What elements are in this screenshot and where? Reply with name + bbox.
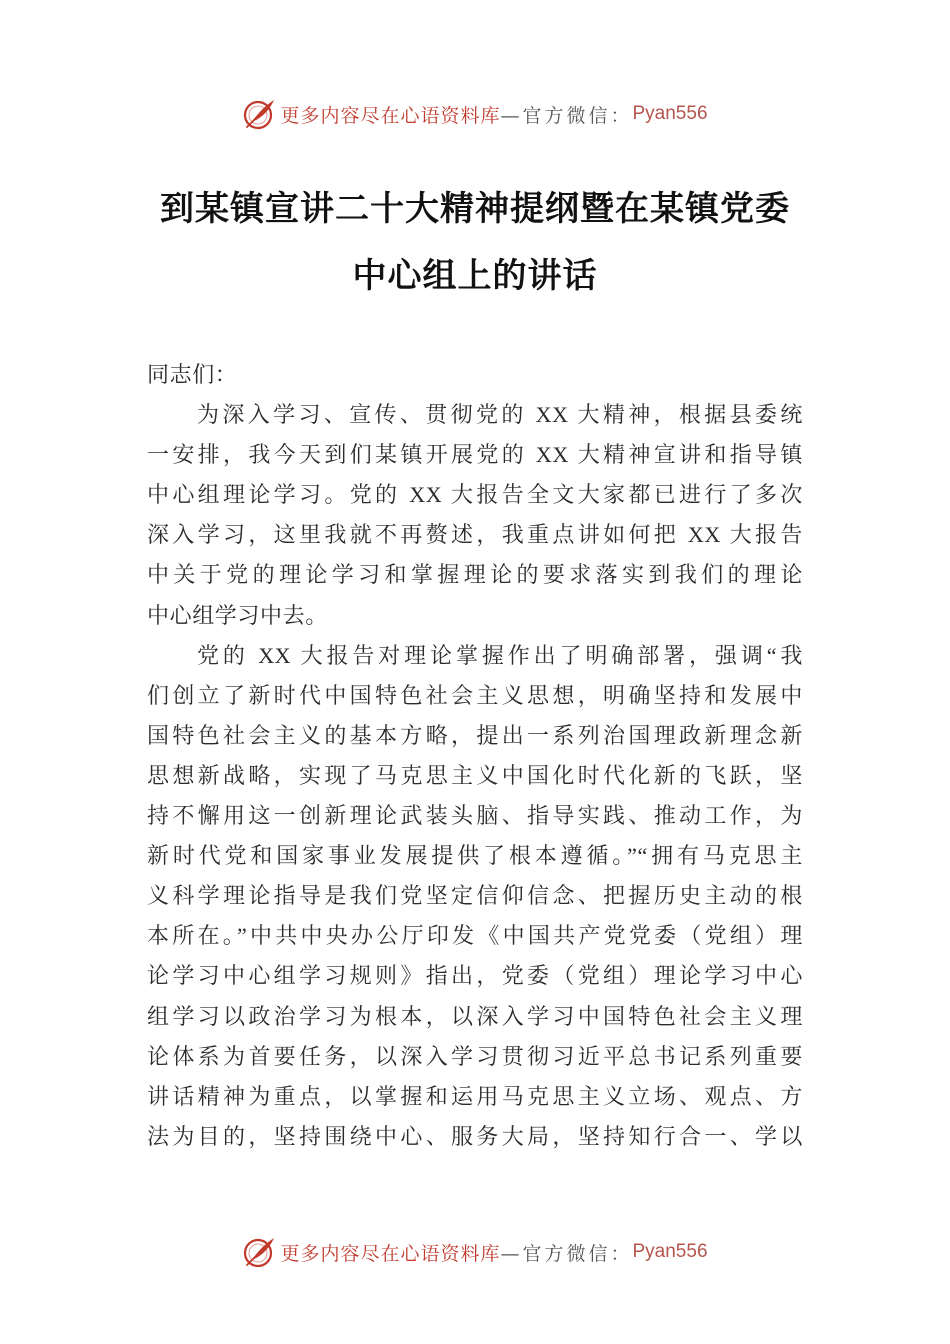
- paragraph: [147, 636, 803, 1157]
- watermark-brand-text: 更多内容尽在心语资料库: [280, 104, 501, 127]
- paragraph-line: 义科学理论指导是我们党坚定信仰信念、把握历史主动的根: [147, 883, 803, 909]
- salutation: 同志们：: [147, 362, 238, 387]
- quill-seal-icon: [242, 97, 276, 131]
- paragraph-line: 本所在。”中共中央办公厅印发《中国共产党党委（党组）理: [147, 923, 803, 949]
- watermark-wechat-label: —官方微信：: [500, 1242, 633, 1265]
- paragraph-line: 组学习以政治学习为根本，以深入学习中国特色社会主义理: [147, 1003, 803, 1029]
- paragraph-line: 深入学习，这里我就不再赘述，我重点讲如何把 XX 大报告: [147, 522, 803, 548]
- paragraph-line: 中心组理论学习。党的 XX 大报告全文大家都已进行了多次: [147, 482, 803, 508]
- paragraph-line: 法为目的，坚持围绕中心、服务大局，坚持知行合一、学以: [147, 1123, 803, 1149]
- watermark-wechat-id: Pyan556: [632, 103, 708, 124]
- document-body: [147, 355, 803, 1157]
- title-line: 中心组上的讲话: [352, 256, 598, 296]
- paragraph-line: 思想新战略，实现了马克思主义中国化时代化新的飞跃，坚: [147, 762, 803, 788]
- paragraph-line: 论学习中心组学习规则》指出，党委（党组）理论学习中心: [147, 963, 803, 989]
- document-title: [0, 176, 950, 310]
- header-watermark: [0, 96, 950, 132]
- paragraph: [147, 395, 803, 636]
- paragraph-line: 中心组学习中去。: [147, 602, 328, 628]
- paragraph-line: 国特色社会主义的基本方略，提出一系列治国理政新理念新: [147, 722, 803, 748]
- paragraph-line: 论体系为首要任务，以深入学习贯彻习近平总书记系列重要: [147, 1043, 803, 1069]
- paragraph-line: 持不懈用这一创新理论武装头脑、指导实践、推动工作，为: [147, 803, 803, 829]
- paragraph-line: 新时代党和国家事业发展提供了根本遵循。”“拥有马克思主: [147, 843, 803, 869]
- watermark-brand-text: 更多内容尽在心语资料库: [280, 1242, 501, 1265]
- paragraph-line: 讲话精神为重点，以掌握和运用马克思主义立场、观点、方: [147, 1083, 803, 1109]
- quill-seal-icon: [242, 1235, 276, 1269]
- paragraph-line: 们创立了新时代中国特色社会主义思想，明确坚持和发展中: [147, 682, 803, 708]
- footer-watermark: [0, 1234, 950, 1270]
- watermark-wechat-id: Pyan556: [632, 1241, 708, 1262]
- paragraph-line: 党的 XX 大报告对理论掌握作出了明确部署，强调“我: [197, 642, 803, 668]
- title-line: 到某镇宣讲二十大精神提纲暨在某镇党委: [160, 189, 790, 229]
- paragraph-line: 中关于党的理论学习和掌握理论的要求落实到我们的理论: [147, 562, 803, 588]
- paragraph-line: 一安排，我今天到们某镇开展党的 XX 大精神宣讲和指导镇: [147, 442, 803, 468]
- watermark-wechat-label: —官方微信：: [500, 104, 633, 127]
- paragraph-line: 为深入学习、宣传、贯彻党的 XX 大精神，根据县委统: [197, 402, 803, 428]
